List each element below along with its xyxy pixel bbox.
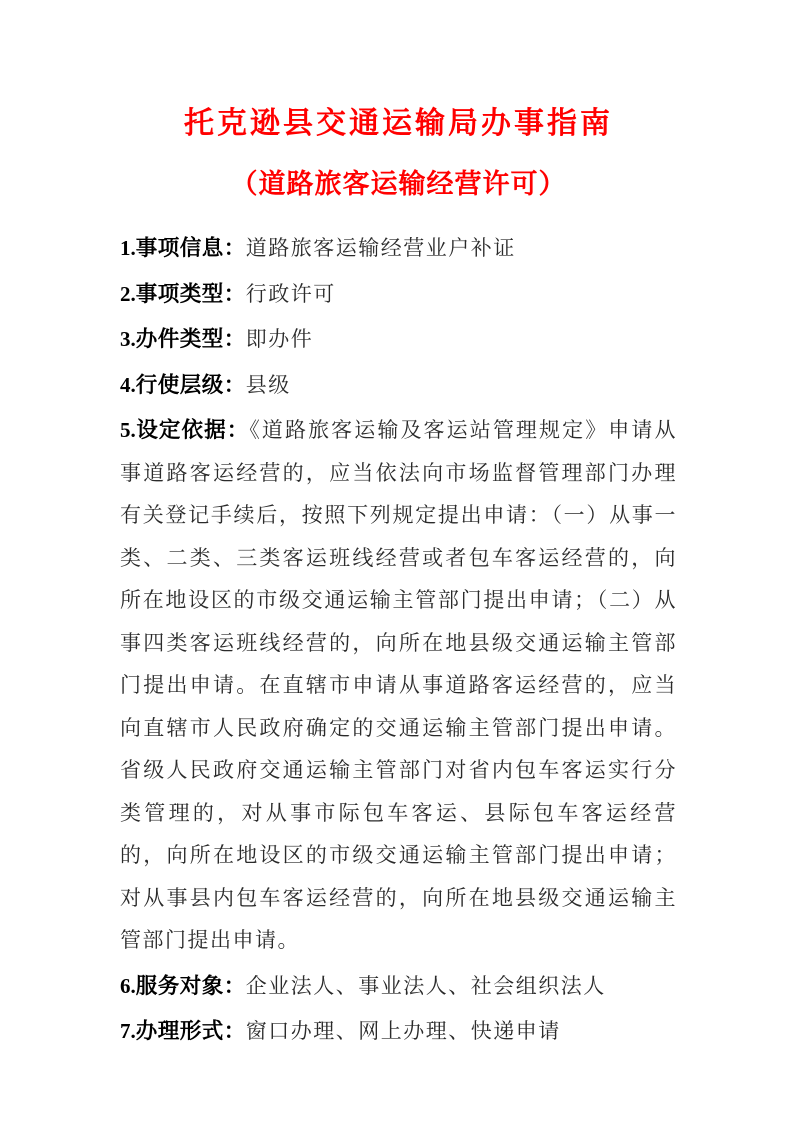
item-label: 事项信息：	[135, 236, 246, 260]
item-number: 3.	[120, 327, 136, 351]
item-legal-basis	[120, 409, 677, 962]
item-label: 服务对象：	[135, 973, 246, 998]
item-label: 行使层级：	[135, 372, 246, 397]
item-number: 1.	[120, 236, 136, 260]
item-label: 设定依据：	[135, 418, 250, 442]
item-number: 7.	[120, 1019, 136, 1043]
item-number: 4.	[120, 372, 136, 397]
item-label: 事项类型：	[135, 281, 246, 306]
item-number: 5.	[120, 418, 136, 442]
item-value: 行政许可	[245, 281, 336, 306]
item-label: 办件类型：	[135, 327, 246, 351]
item-value: 即办件	[245, 327, 314, 351]
item-authority-level	[120, 364, 677, 407]
item-value: 窗口办理、网上办理、快递申请	[245, 1019, 561, 1043]
document-subtitle: （道路旅客运输经营许可）	[230, 169, 567, 199]
item-value: 企业法人、事业法人、社会组织法人	[245, 973, 606, 998]
item-value: 道路旅客运输经营业户补证	[245, 236, 516, 260]
item-processing-type	[120, 318, 677, 361]
document-title: 托克逊县交通运输局办事指南	[184, 107, 613, 140]
document-body	[120, 227, 677, 1053]
item-service-type	[120, 273, 677, 316]
item-service-target	[120, 965, 677, 1008]
item-service-info	[120, 227, 677, 270]
item-handling-method	[120, 1010, 677, 1053]
item-value: 《道路旅客运输及客运站管理规定》申请从事道路客运经营的，应当依法向市场监督管理部门办理有关登记手续后，按照下列规定提出申请：（一）从事一类、二类、三类客运班线经营或者包车客运经营的，向所在地设区的市级交通运输主管部门提出申请；（二）从事四类客运班线经营的，向所在地县级交通运输主管部门提出申请。在直辖市申请从事道路客运经营的，应当向直辖市人民政府确定的交通运输主管部门提出申请。省级人民政府交通运输主管部门对省内包车客运实行分类管理的，对从事市际包车客运、县际包车客运经营的，向所在地设区的市级交通运输主管部门提出申请；对从事县内包车客运经营的，向所在地县级交通运输主管部门提出申请。	[120, 418, 677, 952]
item-value: 县级	[245, 372, 291, 397]
item-number: 6.	[120, 973, 136, 998]
item-number: 2.	[120, 281, 136, 306]
item-label: 办理形式：	[135, 1019, 246, 1043]
